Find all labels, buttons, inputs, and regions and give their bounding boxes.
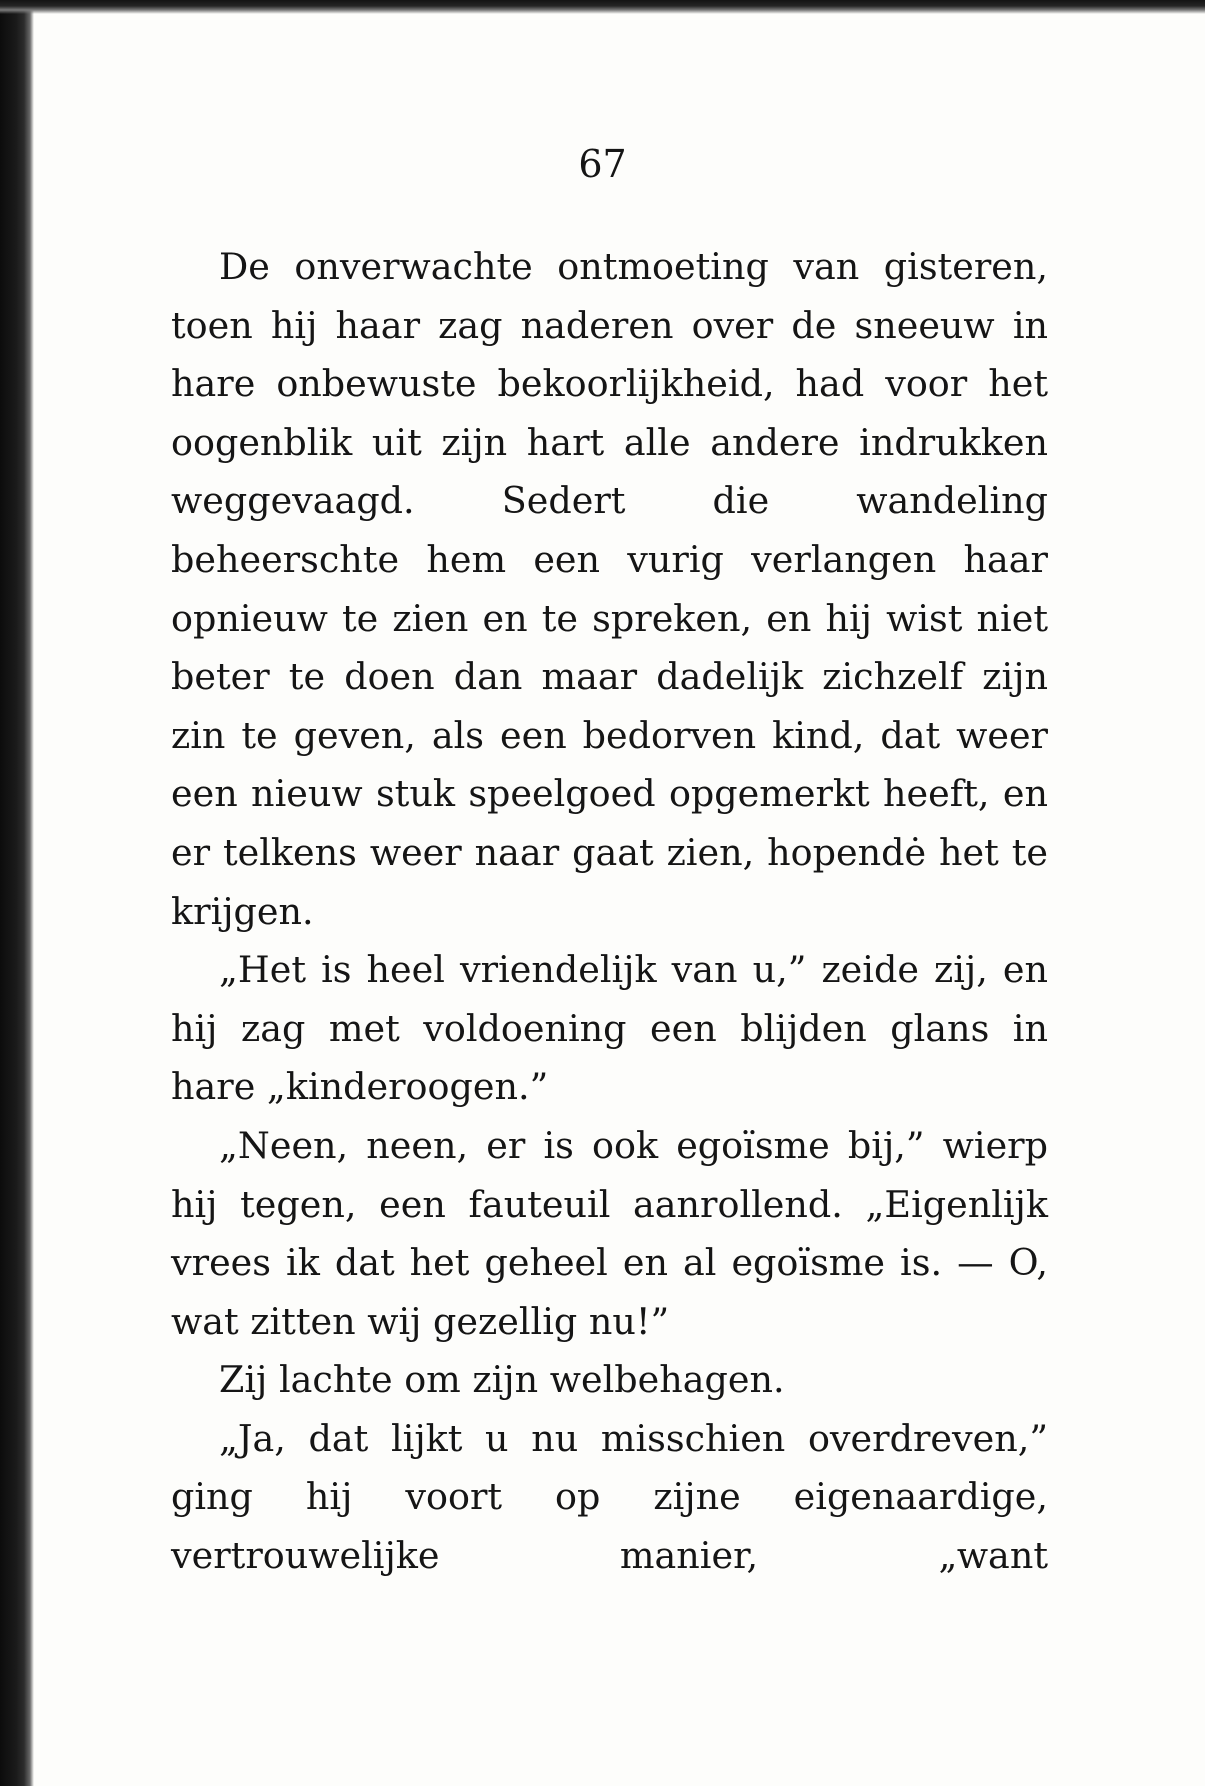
paragraph-2: „Het is heel vriendelijk van u,” zeide zij, en hij zag met voldoening een blijden glans in hare „kinderoogen.” xyxy=(171,948,1048,1109)
scan-edge-top xyxy=(0,0,1205,14)
paragraph-1: De onverwachte ontmoeting van gisteren, toen hij haar zag naderen over de sneeuw in hare onbewuste bekoorlijkheid, had voor het oogenblik uit zijn hart alle andere indrukken weggevaagd. Sedert die wandeling beheerschte hem een vurig verlangen haar opnieuw te zien en te spreken, en hij wist niet beter te doen dan maar dadelijk zichzelf zijn zin te geven, als een bedorven kind, dat weer een nieuw stuk speelgoed opgemerkt heeft, en er telkens weer naar gaat zien, hopendė het te krijgen. xyxy=(171,245,1048,933)
paragraph-5: „Ja, dat lijkt u nu misschien overdreven,” ging hij voort op zijne eigenaardige, vertrouwelijke manier, „want xyxy=(171,1416,1048,1578)
scan-edge-left xyxy=(0,0,34,1786)
paragraph-4: Zij lachte om zijn welbehagen. xyxy=(219,1358,785,1402)
body-text xyxy=(171,238,1048,1586)
page-number: 67 xyxy=(578,142,627,186)
paragraph-3: „Neen, neen, er is ook egoïsme bij,” wierp hij tegen, een fauteuil aanrollend. „Eigenlijk vrees ik dat het geheel en al egoïsme is. — O, wat zitten wij gezellig nu!” xyxy=(171,1123,1048,1343)
